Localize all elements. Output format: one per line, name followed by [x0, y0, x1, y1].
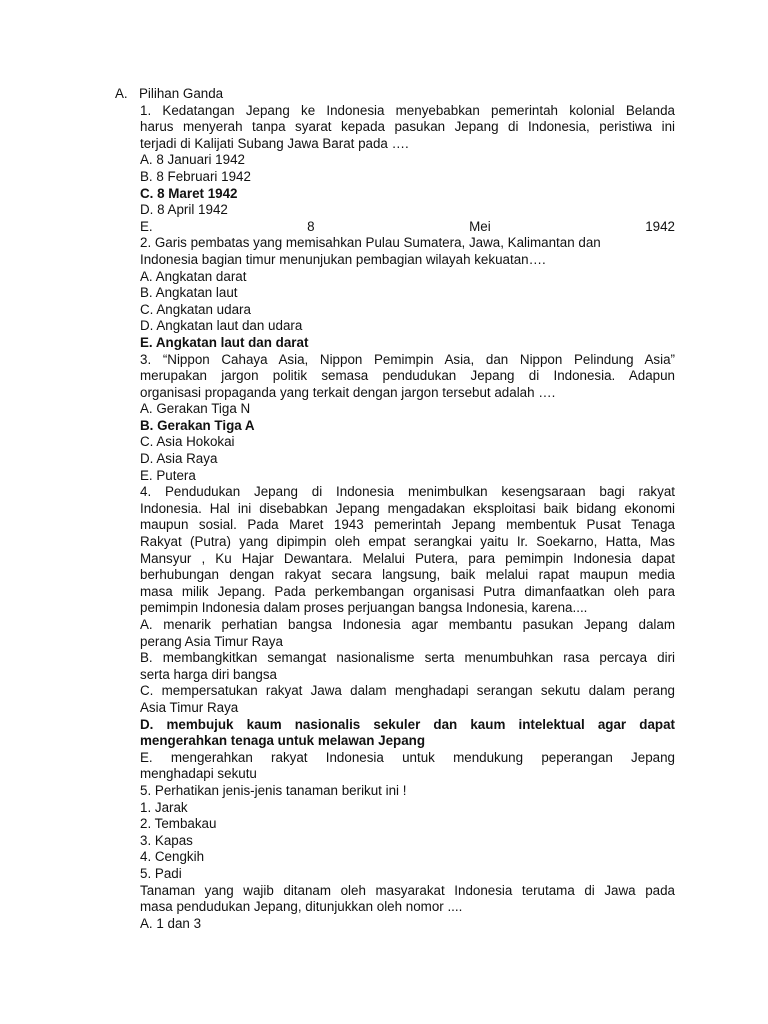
- text-line: Mansyur , Ku Hajar Dewantara. Melalui Putera, para pemimpin Indonesia dapat: [140, 550, 675, 566]
- text-line: harus menyerah tanpa syarat kepada pasukan Jepang di Indonesia, peristiwa ini: [140, 119, 675, 135]
- text-line: menghadapi sekutu: [140, 766, 257, 782]
- text-line: maupun sosial. Pada Maret 1943 pemerintah Jepang membentuk Pusat Tenaga: [140, 517, 675, 533]
- text-line: E. Angkatan laut dan darat: [140, 334, 309, 350]
- text-line: 4. Cengkih: [140, 849, 205, 865]
- text-line: D. membujuk kaum nasionalis sekuler dan kaum intelektual agar dapat: [140, 716, 675, 732]
- text-line: B. membangkitkan semangat nasionalisme serta menumbuhkan rasa percaya diri: [140, 650, 675, 666]
- text-line: A. Angkatan darat: [140, 268, 247, 284]
- text-line: B. Angkatan laut: [140, 285, 238, 301]
- text-line: B. 8 Februari 1942: [140, 168, 251, 184]
- text-line: D. Asia Raya: [140, 451, 218, 467]
- section-marker: A.: [115, 86, 128, 101]
- text-line: Indonesia bagian timur menunjukan pembagian wilayah kekuatan….: [140, 251, 546, 267]
- text-line: 5. Padi: [140, 865, 182, 881]
- section-title: Pilihan Ganda: [139, 86, 224, 101]
- text-line: E. mengerahkan rakyat Indonesia untuk mendukung peperangan Jepang: [140, 749, 675, 765]
- text-line: 2. Tembakau: [140, 816, 217, 832]
- text-line: Indonesia. Hal ini disebabkan Jepang mengadakan eksploitasi baik bidang ekonomi: [140, 500, 675, 516]
- text-line: terjadi di Kalijati Subang Jawa Barat pada ….: [140, 135, 409, 151]
- text-line: 3. Kapas: [140, 832, 193, 848]
- text-line: C. Asia Hokokai: [140, 434, 235, 450]
- text-line: masa milik Jepang. Pada perkembangan organisasi Putra dimanfaatkan oleh para: [140, 583, 675, 599]
- text-line: merupakan jargon politik semasa pendudukan Jepang di Indonesia. Adapun: [140, 368, 675, 384]
- text-line: masa pendudukan Jepang, ditunjukkan oleh nomor ....: [140, 899, 463, 915]
- text-line: 2. Garis pembatas yang memisahkan Pulau Sumatera, Jawa, Kalimantan dan: [140, 235, 601, 251]
- text-line: C. 8 Maret 1942: [140, 185, 238, 201]
- text-line: mengerahkan tenaga untuk melawan Jepang: [140, 733, 426, 749]
- text-line: serta harga diri bangsa: [140, 666, 277, 682]
- text-line: B. Gerakan Tiga A: [140, 417, 255, 433]
- text-line: 1. Jarak: [140, 799, 188, 815]
- text-line: C. Angkatan udara: [140, 301, 251, 317]
- question-list: [140, 86, 675, 932]
- text-line: Tanaman yang wajib ditanam oleh masyarakat Indonesia terutama di Jawa pada: [140, 882, 675, 898]
- text-line: D. Angkatan laut dan udara: [140, 318, 303, 334]
- text-line: organisasi propaganda yang terkait dengan jargon tersebut adalah ….: [140, 384, 556, 400]
- text-line: Asia Timur Raya: [140, 699, 239, 715]
- text-line: E. Putera: [140, 467, 196, 483]
- text-line: A. menarik perhatian bangsa Indonesia agar membantu pasukan Jepang dalam: [140, 617, 675, 632]
- text-line: berhubungan dengan rakyat secara langsung, baik melalui rapat maupun media: [140, 567, 675, 583]
- text-line: 3. “Nippon Cahaya Asia, Nippon Pemimpin Asia, dan Nippon Pelindung Asia”: [140, 351, 675, 367]
- text-line: E. 8 Mei 1942: [140, 218, 675, 234]
- heading-spacer: [140, 86, 675, 103]
- text-line: C. mempersatukan rakyat Jawa dalam menghadapi serangan sekutu dalam perang: [140, 683, 675, 699]
- text-line: pemimpin Indonesia dalam proses perjuangan bangsa Indonesia, karena....: [140, 600, 588, 616]
- text-line: 4. Pendudukan Jepang di Indonesia menimbulkan kesengsaraan bagi rakyat: [140, 484, 675, 500]
- text-line: A. 8 Januari 1942: [140, 152, 245, 168]
- text-line: A. Gerakan Tiga N: [140, 401, 251, 417]
- text-line: A. 1 dan 3: [140, 915, 202, 931]
- text-line: Rakyat (Putra) yang dipimpin oleh empat serangkai yaitu Ir. Soekarno, Hatta, Mas: [140, 534, 675, 550]
- text-line: perang Asia Timur Raya: [140, 633, 283, 649]
- text-line: 1. Kedatangan Jepang ke Indonesia menyebabkan pemerintah kolonial Belanda: [140, 102, 675, 118]
- text-line: 5. Perhatikan jenis-jenis tanaman berikut ini !: [140, 782, 407, 798]
- text-line: D. 8 April 1942: [140, 202, 228, 218]
